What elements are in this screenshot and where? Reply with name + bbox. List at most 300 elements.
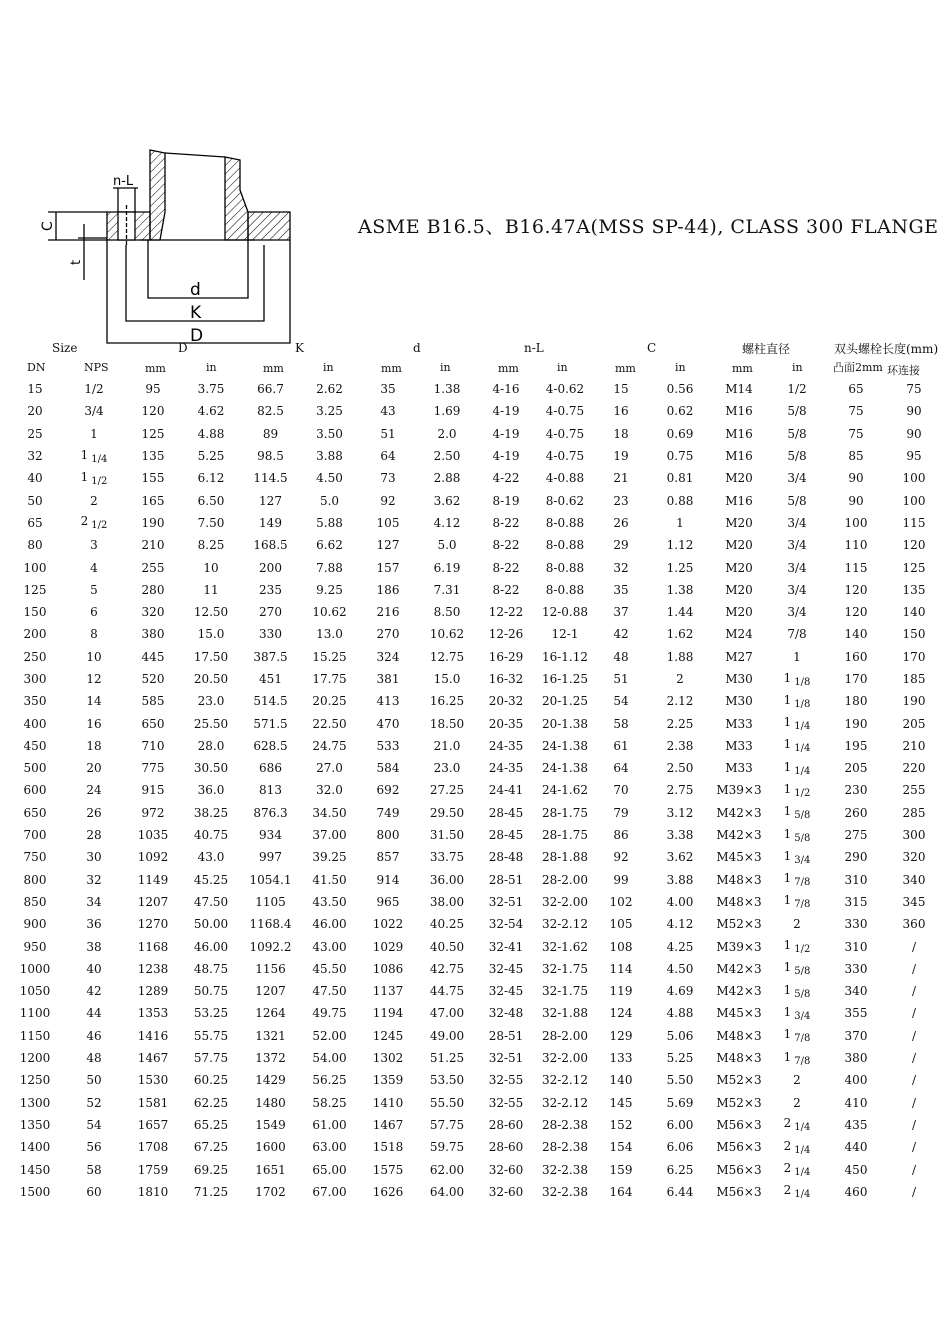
cell-bore-mm: 64: [380, 449, 396, 464]
cell-nl-mm: 20-32: [488, 694, 524, 709]
cell-bolt-in: 1 $_{7/8}$: [783, 893, 811, 911]
cell-nps: 30: [86, 850, 102, 865]
cell-bolt-in: 5/8: [787, 449, 807, 464]
table-row: [10, 824, 948, 846]
cell-nl-mm: 32-51: [488, 894, 524, 909]
cell-stud-ring-joint: 135: [902, 582, 926, 597]
cell-stud-raised-face: 160: [844, 649, 868, 664]
cell-dn: 20: [27, 404, 43, 419]
cell-k-mm: 1054.1: [249, 872, 292, 887]
cell-bore-in: 44.75: [429, 984, 465, 999]
cell-nps: 32: [86, 872, 102, 887]
subheader-bolt-in: in: [792, 361, 803, 374]
table-row: [10, 534, 948, 556]
cell-c-in: 2: [676, 672, 684, 686]
cell-nl-in: 16-1.25: [541, 672, 589, 686]
cell-k-mm: 1480: [255, 1095, 286, 1110]
cell-stud-raised-face: 65: [848, 382, 864, 397]
cell-bolt-in: 2: [793, 1073, 801, 1088]
cell-bore-in: 57.75: [429, 1117, 465, 1132]
cell-k-in: 27.0: [316, 761, 343, 776]
cell-nl-mm: 28-45: [488, 805, 524, 820]
cell-stud-ring-joint: 360: [902, 917, 926, 932]
cell-nl-in: 32-1.62: [541, 939, 589, 954]
cell-c-in: 3.88: [666, 872, 694, 887]
cell-nl-mm: 28-51: [488, 1028, 524, 1043]
cell-d-in: 25.50: [193, 716, 229, 731]
cell-bolt-mm: M16: [725, 404, 753, 419]
subheader-bolt-mm: mm: [732, 362, 753, 375]
cell-bore-in: 23.0: [433, 761, 461, 776]
cell-k-mm: 1321: [255, 1028, 286, 1043]
cell-dn: 15: [27, 382, 43, 397]
cell-stud-raised-face: 230: [844, 783, 868, 798]
cell-bolt-in: 1 $_{1/8}$: [783, 670, 811, 688]
cell-bolt-mm: M48×3: [716, 872, 762, 887]
cell-k-in: 6.62: [316, 538, 343, 553]
cell-c-mm: 105: [609, 917, 633, 932]
cell-stud-raised-face: 370: [844, 1028, 868, 1043]
cell-d-in: 6.12: [197, 471, 225, 486]
cell-dn: 650: [23, 805, 47, 820]
cell-bore-in: 2.0: [437, 426, 457, 441]
cell-nps: 2 $_{1/2}$: [80, 514, 108, 532]
cell-dn: 450: [23, 738, 47, 753]
cell-c-in: 6.44: [666, 1184, 694, 1199]
cell-bolt-mm: M52×3: [716, 917, 762, 932]
subheader-bore-mm: mm: [381, 362, 402, 375]
table-row: [10, 512, 948, 534]
cell-k-mm: 686: [259, 761, 282, 776]
subheader-dn: DN: [27, 361, 46, 374]
cell-k-mm: 127: [259, 493, 282, 508]
cell-stud-ring-joint: 185: [902, 672, 926, 686]
cell-bolt-mm: M20: [725, 515, 753, 530]
cell-stud-ring-joint: 205: [902, 716, 926, 731]
cell-nl-mm: 12-26: [488, 627, 524, 642]
cell-bore-mm: 105: [376, 515, 400, 530]
cell-stud-ring-joint: 90: [906, 404, 922, 419]
cell-bore-mm: 1086: [372, 961, 404, 976]
cell-dn: 800: [23, 872, 47, 887]
cell-dn: 25: [27, 426, 43, 441]
cell-bolt-mm: M48×3: [716, 1028, 762, 1043]
table-row: [10, 913, 948, 935]
cell-k-in: 58.25: [312, 1095, 347, 1110]
cell-stud-ring-joint: 170: [902, 649, 926, 664]
subheader-ring-joint: 环连接: [887, 364, 920, 377]
cell-nl-mm: 8-19: [492, 493, 520, 508]
cell-nl-mm: 8-22: [492, 560, 520, 575]
cell-bore-mm: 1029: [372, 939, 404, 954]
cell-stud-raised-face: 440: [844, 1140, 868, 1155]
cell-d-mm: 1092: [137, 850, 169, 865]
cell-bore-mm: 73: [380, 471, 396, 486]
cell-nps: 20: [86, 761, 102, 776]
cell-bore-in: 51.25: [429, 1051, 465, 1066]
cell-nps: 1 $_{1/4}$: [80, 447, 108, 465]
cell-d-mm: 155: [141, 471, 165, 486]
cell-bore-in: 49.00: [429, 1028, 465, 1043]
cell-bore-mm: 157: [376, 560, 400, 575]
cell-bore-mm: 584: [376, 761, 400, 776]
cell-bore-mm: 1194: [372, 1006, 404, 1021]
cell-d-mm: 520: [141, 672, 165, 686]
cell-nl-in: 4-0.62: [545, 382, 585, 397]
cell-bore-mm: 1359: [372, 1073, 404, 1088]
cell-stud-raised-face: 120: [844, 605, 868, 620]
cell-nl-mm: 32-60: [488, 1162, 524, 1177]
cell-dn: 700: [23, 828, 47, 843]
cell-d-in: 8.25: [197, 538, 225, 553]
cell-k-in: 34.50: [312, 805, 347, 820]
cell-bolt-in: 3/4: [787, 605, 807, 620]
cell-dn: 350: [23, 694, 47, 709]
cell-c-mm: 19: [613, 449, 629, 464]
cell-nl-in: 32-2.38: [541, 1184, 589, 1199]
cell-d-mm: 210: [141, 538, 165, 553]
cell-bore-mm: 749: [376, 805, 400, 820]
header-n-l: n-L: [524, 341, 544, 355]
cell-c-mm: 23: [613, 493, 629, 508]
cell-c-mm: 102: [609, 894, 633, 909]
cell-bolt-in: 1 $_{3/4}$: [783, 1004, 811, 1022]
cell-d-in: 60.25: [193, 1073, 229, 1088]
cell-c-in: 0.75: [666, 449, 694, 464]
cell-bore-mm: 1575: [372, 1162, 404, 1177]
subheader-k-mm: mm: [263, 362, 284, 375]
cell-c-mm: 86: [613, 828, 629, 843]
cell-nl-mm: 28-48: [488, 850, 524, 865]
cell-bore-in: 64.00: [429, 1184, 465, 1199]
table-row: [10, 958, 948, 980]
cell-nl-in: 8-0.88: [545, 515, 585, 530]
cell-d-in: 23.0: [197, 694, 225, 709]
cell-bore-in: 2.50: [433, 449, 461, 464]
cell-c-in: 5.25: [666, 1051, 694, 1066]
cell-k-in: 63.00: [312, 1140, 347, 1155]
cell-bolt-mm: M48×3: [716, 1051, 762, 1066]
cell-nps: 44: [86, 1006, 102, 1021]
cell-bolt-mm: M24: [725, 627, 753, 642]
table-row: [10, 579, 948, 601]
cell-nl-mm: 32-45: [488, 984, 524, 999]
cell-dn: 300: [23, 672, 47, 686]
cell-k-mm: 1702: [255, 1184, 286, 1199]
cell-nl-in: 28-2.00: [541, 872, 589, 887]
cell-dn: 1500: [19, 1184, 51, 1199]
cell-bore-in: 12.75: [429, 649, 465, 664]
cell-dn: 65: [27, 515, 43, 530]
cell-c-mm: 70: [613, 783, 629, 798]
cell-k-mm: 1651: [255, 1162, 286, 1177]
cell-k-mm: 89: [262, 426, 279, 441]
cell-c-in: 3.62: [666, 850, 694, 865]
cell-nl-mm: 16-32: [488, 672, 524, 686]
cell-c-in: 5.06: [666, 1028, 694, 1043]
cell-stud-raised-face: 275: [844, 828, 868, 843]
cell-nps: 36: [86, 917, 102, 932]
cell-k-mm: 1156: [255, 961, 286, 976]
cell-k-in: 15.25: [312, 649, 347, 664]
cell-c-mm: 18: [613, 426, 629, 441]
cell-stud-ring-joint: 90: [906, 426, 922, 441]
table-row: [10, 1158, 948, 1180]
cell-nl-in: 24-1.38: [541, 761, 589, 776]
cell-nl-in: 32-2.12: [541, 917, 589, 932]
table-row: [10, 757, 948, 779]
cell-k-in: 56.25: [312, 1073, 347, 1088]
cell-nps: 18: [86, 738, 102, 753]
subheader-d-mm: mm: [145, 362, 166, 375]
cell-stud-ring-joint: /: [911, 1140, 917, 1155]
cell-stud-raised-face: 310: [844, 872, 868, 887]
cell-d-mm: 1149: [137, 872, 169, 887]
cell-nl-in: 8-0.88: [545, 582, 585, 597]
cell-k-mm: 813: [259, 783, 282, 798]
cell-stud-raised-face: 90: [848, 493, 864, 508]
cell-bore-mm: 35: [380, 382, 396, 397]
label-t: t: [69, 259, 84, 265]
cell-bore-mm: 51: [380, 426, 396, 441]
cell-bolt-in: 1 $_{7/8}$: [783, 1049, 811, 1067]
table-row: [10, 646, 948, 668]
cell-k-mm: 387.5: [253, 649, 288, 664]
cell-nl-mm: 28-51: [488, 872, 524, 887]
cell-c-in: 3.12: [666, 805, 694, 820]
cell-bore-in: 8.50: [433, 605, 461, 620]
table-row: [10, 1114, 948, 1136]
cell-k-mm: 149: [259, 515, 282, 530]
cell-c-in: 0.81: [666, 471, 694, 486]
cell-d-in: 48.75: [193, 961, 229, 976]
cell-d-in: 11: [203, 582, 219, 597]
cell-k-in: 46.00: [312, 917, 347, 932]
cell-nps: 3: [90, 538, 98, 553]
label-c: C: [40, 221, 56, 231]
cell-bolt-mm: M20: [725, 560, 753, 575]
cell-bore-in: 1.69: [433, 404, 461, 419]
cell-c-in: 1.25: [666, 560, 694, 575]
cell-nl-in: 4-0.75: [545, 426, 585, 441]
cell-d-mm: 915: [141, 783, 165, 798]
cell-bolt-in: 2: [793, 1095, 801, 1110]
cell-bolt-in: 3/4: [787, 582, 807, 597]
cell-d-mm: 1207: [137, 894, 169, 909]
cell-bolt-mm: M42×3: [716, 805, 762, 820]
table-row: [10, 869, 948, 891]
cell-stud-ring-joint: 320: [902, 850, 926, 865]
cell-bolt-in: 1 $_{1/8}$: [783, 692, 811, 710]
cell-dn: 32: [27, 449, 43, 464]
cell-nl-in: 8-0.62: [545, 493, 585, 508]
cell-bore-in: 38.00: [429, 894, 465, 909]
cell-c-in: 6.00: [666, 1117, 694, 1132]
cell-bore-in: 62.00: [429, 1162, 465, 1177]
cell-c-mm: 42: [613, 627, 629, 642]
cell-d-in: 69.25: [193, 1162, 229, 1177]
cell-bore-mm: 1137: [372, 984, 404, 999]
cell-nl-mm: 28-60: [488, 1117, 524, 1132]
cell-k-in: 22.50: [312, 716, 347, 731]
cell-nl-in: 28-2.00: [541, 1028, 589, 1043]
cell-k-in: 43.00: [312, 939, 347, 954]
cell-bore-mm: 324: [376, 649, 400, 664]
cell-nl-mm: 12-22: [488, 605, 524, 620]
cell-bolt-in: 1 $_{5/8}$: [783, 804, 811, 822]
cell-bore-mm: 1518: [372, 1140, 404, 1155]
cell-stud-ring-joint: 220: [902, 761, 926, 776]
cell-dn: 200: [23, 627, 47, 642]
cell-bore-mm: 1467: [372, 1117, 404, 1132]
cell-stud-raised-face: 140: [844, 627, 868, 642]
cell-k-mm: 270: [259, 605, 282, 620]
cell-bore-in: 36.00: [429, 872, 465, 887]
cell-nps: 2: [90, 493, 98, 508]
cell-bore-in: 47.00: [429, 1006, 465, 1021]
cell-stud-ring-joint: /: [911, 939, 917, 954]
cell-d-in: 12.50: [193, 605, 229, 620]
cell-stud-raised-face: 450: [844, 1162, 868, 1177]
cell-dn: 400: [23, 716, 47, 731]
cell-d-in: 6.50: [197, 493, 225, 508]
cell-d-in: 4.62: [197, 404, 225, 419]
cell-nl-mm: 4-19: [492, 404, 520, 419]
cell-c-mm: 51: [613, 672, 629, 686]
cell-d-in: 47.50: [193, 894, 229, 909]
cell-k-mm: 114.5: [253, 471, 288, 486]
subheader-d-in: in: [206, 361, 217, 374]
cell-bore-mm: 381: [376, 672, 400, 686]
cell-stud-raised-face: 205: [844, 761, 868, 776]
table-row: [10, 846, 948, 868]
cell-k-mm: 1105: [255, 894, 286, 909]
cell-c-mm: 108: [609, 939, 633, 954]
cell-dn: 1450: [19, 1162, 51, 1177]
cell-dn: 850: [23, 894, 47, 909]
cell-bore-mm: 1410: [372, 1095, 404, 1110]
cell-nl-mm: 32-60: [488, 1184, 524, 1199]
cell-bore-in: 33.75: [429, 850, 465, 865]
cell-nps: 16: [86, 716, 102, 731]
cell-bolt-mm: M33: [725, 738, 753, 753]
cell-stud-raised-face: 115: [844, 560, 868, 575]
cell-bore-mm: 533: [376, 738, 400, 753]
subheader-raised-face: 凸面2mm: [833, 361, 883, 374]
cell-d-mm: 585: [141, 694, 165, 709]
cell-nl-in: 24-1.38: [541, 738, 589, 753]
cell-c-in: 0.88: [666, 493, 694, 508]
cell-c-in: 4.12: [666, 917, 694, 932]
cell-k-mm: 876.3: [253, 805, 288, 820]
cell-dn: 125: [23, 582, 47, 597]
cell-bolt-in: 3/4: [787, 538, 807, 553]
subheader-c-in: in: [675, 361, 686, 374]
cell-bolt-mm: M30: [725, 694, 753, 709]
cell-bore-mm: 965: [376, 894, 400, 909]
header-d-bore: d: [413, 341, 421, 355]
cell-d-in: 38.25: [193, 805, 229, 820]
cell-bore-mm: 413: [376, 694, 400, 709]
cell-c-in: 3.38: [666, 828, 694, 843]
cell-bore-in: 15.0: [433, 672, 461, 686]
label-k: K: [190, 303, 202, 323]
cell-c-mm: 92: [613, 850, 629, 865]
header-stud-length: 双头螺栓长度(mm): [834, 342, 939, 356]
cell-nps: 58: [86, 1162, 102, 1177]
cell-stud-raised-face: 380: [844, 1051, 868, 1066]
cell-k-in: 52.00: [312, 1028, 347, 1043]
cell-bolt-mm: M39×3: [716, 939, 762, 954]
header-size: Size: [52, 341, 78, 355]
cell-bolt-mm: M16: [725, 493, 753, 508]
cell-nps: 4: [90, 560, 98, 575]
cell-bore-mm: 216: [376, 605, 400, 620]
cell-bolt-mm: M20: [725, 605, 753, 620]
cell-dn: 1300: [19, 1095, 51, 1110]
cell-nps: 40: [86, 961, 102, 976]
cell-d-mm: 255: [141, 560, 165, 575]
cell-nl-in: 28-1.75: [541, 805, 589, 820]
table-row: [10, 378, 948, 400]
cell-c-mm: 35: [613, 582, 629, 597]
cell-c-in: 4.69: [666, 984, 694, 999]
cell-stud-ring-joint: /: [911, 1028, 917, 1043]
cell-c-in: 5.69: [666, 1095, 694, 1110]
cell-bolt-in: 2: [793, 917, 801, 932]
cell-k-in: 3.50: [316, 426, 343, 441]
cell-bolt-in: 5/8: [787, 493, 807, 508]
cell-stud-ring-joint: 210: [902, 738, 926, 753]
cell-d-mm: 1759: [137, 1162, 169, 1177]
cell-bolt-in: 1 $_{1/2}$: [783, 781, 811, 799]
label-n-l: n-L: [113, 174, 134, 189]
cell-nl-in: 32-2.00: [541, 1051, 589, 1066]
cell-nl-in: 28-2.38: [541, 1140, 589, 1155]
cell-d-mm: 1467: [137, 1051, 169, 1066]
cell-dn: 750: [23, 850, 47, 865]
cell-d-in: 53.25: [193, 1006, 229, 1021]
cell-bolt-in: 1 $_{7/8}$: [783, 871, 811, 889]
table-row: [10, 601, 948, 623]
cell-bore-mm: 127: [376, 538, 400, 553]
cell-bolt-in: 1 $_{1/4}$: [783, 759, 811, 777]
table-row: [10, 1047, 948, 1069]
table-row: [10, 1002, 948, 1024]
cell-bolt-in: 3/4: [787, 560, 807, 575]
cell-k-in: 54.00: [312, 1051, 347, 1066]
cell-nl-in: 12-0.88: [541, 605, 589, 620]
cell-stud-ring-joint: 255: [902, 783, 926, 798]
cell-c-mm: 16: [613, 404, 629, 419]
cell-bolt-mm: M56×3: [716, 1162, 762, 1177]
cell-bore-mm: 470: [376, 716, 400, 731]
label-d-large: D: [190, 326, 204, 346]
table-row: [10, 400, 948, 422]
cell-nps: 8: [90, 627, 98, 642]
cell-d-mm: 1168: [137, 939, 169, 954]
table-row: [10, 623, 948, 645]
cell-bore-mm: 186: [376, 582, 400, 597]
cell-bolt-in: 1 $_{5/8}$: [783, 982, 811, 1000]
cell-stud-ring-joint: 115: [902, 515, 926, 530]
subheader-nl-mm: mm: [498, 362, 519, 375]
cell-k-in: 49.75: [312, 1006, 347, 1021]
cell-dn: 1250: [19, 1073, 51, 1088]
cell-nl-mm: 20-35: [488, 716, 524, 731]
cell-k-mm: 1372: [255, 1051, 286, 1066]
cell-c-in: 2.25: [666, 716, 694, 731]
